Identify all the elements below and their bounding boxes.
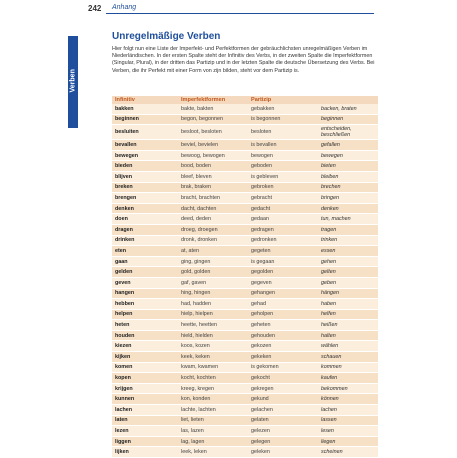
cell-translation: trinken — [318, 235, 378, 246]
cell-infinitiv: komen — [112, 362, 178, 373]
table-body — [112, 104, 378, 458]
cell-translation: lesen — [318, 426, 378, 437]
cell-partizip: is gebleven — [248, 171, 318, 182]
cell-partizip: geboden — [248, 161, 318, 172]
cell-partizip: gebakken — [248, 104, 318, 114]
table-row — [112, 182, 378, 193]
cell-partizip: gedaan — [248, 214, 318, 225]
table-row — [112, 203, 378, 214]
cell-partizip: gelaten — [248, 415, 318, 426]
cell-partizip: gelegen — [248, 436, 318, 447]
cell-infinitiv: lezen — [112, 426, 178, 437]
cell-translation: wählen — [318, 341, 378, 352]
cell-imperfekt: begon, begonnen — [178, 114, 248, 125]
cell-partizip: gegolden — [248, 267, 318, 278]
table-row — [112, 193, 378, 204]
cell-translation: geben — [318, 277, 378, 288]
cell-translation: gehen — [318, 256, 378, 267]
cell-infinitiv: denken — [112, 203, 178, 214]
cell-infinitiv: geven — [112, 277, 178, 288]
cell-imperfekt: bewoog, bewogen — [178, 150, 248, 161]
cell-translation: bekommen — [318, 383, 378, 394]
cell-infinitiv: krijgen — [112, 383, 178, 394]
cell-infinitiv: drinken — [112, 235, 178, 246]
cell-partizip: is gegaan — [248, 256, 318, 267]
cell-imperfekt: bleef, bleven — [178, 171, 248, 182]
table-row — [112, 383, 378, 394]
cell-imperfekt: keek, keken — [178, 352, 248, 363]
cell-imperfekt: heette, heetten — [178, 320, 248, 331]
cell-translation: heißen — [318, 320, 378, 331]
cell-translation: bringen — [318, 193, 378, 204]
cell-infinitiv: bevallen — [112, 140, 178, 151]
cell-imperfekt: kwam, kwamen — [178, 362, 248, 373]
cell-imperfekt: hield, hielden — [178, 330, 248, 341]
section-tag: Anhang — [112, 4, 137, 11]
cell-imperfekt: kocht, kochten — [178, 373, 248, 384]
cell-translation: liegen — [318, 436, 378, 447]
cell-partizip: gehad — [248, 299, 318, 310]
cell-imperfekt: dronk, dronken — [178, 235, 248, 246]
cell-infinitiv: dragen — [112, 224, 178, 235]
table-row — [112, 341, 378, 352]
cell-infinitiv: bieden — [112, 161, 178, 172]
header-rule — [106, 13, 374, 14]
cell-infinitiv: doen — [112, 214, 178, 225]
cell-partizip: gelachen — [248, 405, 318, 416]
table-header-row — [112, 96, 378, 104]
cell-translation: backen, braten — [318, 104, 378, 114]
table-row — [112, 235, 378, 246]
cell-partizip: is bevallen — [248, 140, 318, 151]
cell-translation: lachen — [318, 405, 378, 416]
cell-infinitiv: bakken — [112, 104, 178, 114]
cell-infinitiv: brengen — [112, 193, 178, 204]
cell-partizip: gelezen — [248, 426, 318, 437]
cell-imperfekt: bood, boden — [178, 161, 248, 172]
cell-imperfekt: bracht, brachten — [178, 193, 248, 204]
cell-infinitiv: breken — [112, 182, 178, 193]
cell-imperfekt: at, aten — [178, 246, 248, 257]
table-row — [112, 330, 378, 341]
cell-partizip: gedragen — [248, 224, 318, 235]
table-row — [112, 447, 378, 458]
cell-partizip: gekeken — [248, 352, 318, 363]
cell-infinitiv: liggen — [112, 436, 178, 447]
cell-infinitiv: houden — [112, 330, 178, 341]
table-row — [112, 415, 378, 426]
cell-infinitiv: kiezen — [112, 341, 178, 352]
cell-translation: gelten — [318, 267, 378, 278]
table-row — [112, 214, 378, 225]
table-row — [112, 171, 378, 182]
cell-infinitiv: helpen — [112, 309, 178, 320]
table-row — [112, 246, 378, 257]
cell-infinitiv: beginnen — [112, 114, 178, 125]
cell-translation: lassen — [318, 415, 378, 426]
header-partizip: Partizip — [248, 96, 318, 104]
cell-translation: beginnen — [318, 114, 378, 125]
table-row — [112, 125, 378, 140]
verb-table — [112, 96, 378, 458]
cell-imperfekt: deed, deden — [178, 214, 248, 225]
cell-translation: kommen — [318, 362, 378, 373]
cell-partizip: bewogen — [248, 150, 318, 161]
cell-partizip: besloten — [248, 125, 318, 140]
header-translation — [318, 96, 378, 104]
cell-partizip: gekregen — [248, 383, 318, 394]
intro-paragraph: Hier folgt nun eine Liste der Imperfekt- und Perfektformen der gebräuchlichsten unregelmäßigen Verben im Niederländischen. In der ersten Spalte steht der Infinitiv des Verbs, in der zweiten Spalte die Imperfektformen (Singular, Plural), in der dritten das Partizip und in der letzten Spalte die deutsche Übersetzung des Verbs. Bei Verben, die ihr Perfekt mit einer Form von zijn bilden, steht vor dem Partizip is. — [112, 46, 375, 74]
cell-imperfekt: hing, hingen — [178, 288, 248, 299]
cell-imperfekt: leek, leken — [178, 447, 248, 458]
cell-imperfekt: brak, braken — [178, 182, 248, 193]
cell-partizip: gekozen — [248, 341, 318, 352]
cell-imperfekt: kreeg, kregen — [178, 383, 248, 394]
cell-imperfekt: gaf, gaven — [178, 277, 248, 288]
cell-partizip: gekocht — [248, 373, 318, 384]
cell-infinitiv: kunnen — [112, 394, 178, 405]
cell-imperfekt: beviel, bevielen — [178, 140, 248, 151]
cell-infinitiv: gelden — [112, 267, 178, 278]
table-row — [112, 373, 378, 384]
cell-partizip: gehouden — [248, 330, 318, 341]
table-row — [112, 114, 378, 125]
table-row — [112, 256, 378, 267]
cell-partizip: geholpen — [248, 309, 318, 320]
cell-imperfekt: had, hadden — [178, 299, 248, 310]
cell-imperfekt: ging, gingen — [178, 256, 248, 267]
cell-infinitiv: gaan — [112, 256, 178, 267]
table-row — [112, 309, 378, 320]
table-row — [112, 426, 378, 437]
cell-partizip: gedacht — [248, 203, 318, 214]
cell-translation: tun, machen — [318, 214, 378, 225]
cell-imperfekt: hielp, hielpen — [178, 309, 248, 320]
cell-partizip: geheten — [248, 320, 318, 331]
cell-imperfekt: dacht, dachten — [178, 203, 248, 214]
cell-translation: haben — [318, 299, 378, 310]
cell-partizip: gebracht — [248, 193, 318, 204]
cell-imperfekt: droeg, droegen — [178, 224, 248, 235]
cell-partizip: gehangen — [248, 288, 318, 299]
cell-translation: können — [318, 394, 378, 405]
cell-infinitiv: lijken — [112, 447, 178, 458]
cell-partizip: gegeten — [248, 246, 318, 257]
cell-infinitiv: laten — [112, 415, 178, 426]
cell-translation: tragen — [318, 224, 378, 235]
cell-infinitiv: kijken — [112, 352, 178, 363]
cell-translation: kaufen — [318, 373, 378, 384]
cell-translation: bieten — [318, 161, 378, 172]
header-infinitiv: Infinitiv — [112, 96, 178, 104]
cell-infinitiv: lachen — [112, 405, 178, 416]
cell-translation: denken — [318, 203, 378, 214]
table-row — [112, 394, 378, 405]
cell-imperfekt: kon, konden — [178, 394, 248, 405]
cell-translation: bleiben — [318, 171, 378, 182]
table-row — [112, 352, 378, 363]
cell-infinitiv: hebben — [112, 299, 178, 310]
cell-imperfekt: bakte, bakten — [178, 104, 248, 114]
page-number: 242 — [88, 4, 102, 13]
cell-infinitiv: kopen — [112, 373, 178, 384]
cell-infinitiv: eten — [112, 246, 178, 257]
cell-partizip: gebroken — [248, 182, 318, 193]
table-row — [112, 288, 378, 299]
cell-partizip: gedronken — [248, 235, 318, 246]
cell-imperfekt: gold, golden — [178, 267, 248, 278]
cell-imperfekt: lag, lagen — [178, 436, 248, 447]
table-row — [112, 224, 378, 235]
cell-imperfekt: koos, kozen — [178, 341, 248, 352]
table-row — [112, 150, 378, 161]
table-row — [112, 277, 378, 288]
table-row — [112, 104, 378, 114]
table-row — [112, 161, 378, 172]
cell-translation: halten — [318, 330, 378, 341]
cell-translation: bewegen — [318, 150, 378, 161]
cell-imperfekt: lachte, lachten — [178, 405, 248, 416]
cell-imperfekt: besloot, besloten — [178, 125, 248, 140]
cell-partizip: is begonnen — [248, 114, 318, 125]
table-row — [112, 405, 378, 416]
cell-translation: entscheiden, beschließen — [318, 125, 378, 140]
cell-translation: gefallen — [318, 140, 378, 151]
cell-translation: hängen — [318, 288, 378, 299]
table-row — [112, 362, 378, 373]
cell-infinitiv: heten — [112, 320, 178, 331]
cell-infinitiv: bewegen — [112, 150, 178, 161]
cell-translation: helfen — [318, 309, 378, 320]
cell-partizip: geleken — [248, 447, 318, 458]
table-row — [112, 140, 378, 151]
cell-infinitiv: hangen — [112, 288, 178, 299]
cell-partizip: gegeven — [248, 277, 318, 288]
table-row — [112, 436, 378, 447]
side-tab-label: Verben — [69, 69, 77, 93]
cell-translation: essen — [318, 246, 378, 257]
cell-infinitiv: besluiten — [112, 125, 178, 140]
cell-translation: scheinen — [318, 447, 378, 458]
table-row — [112, 267, 378, 278]
cell-partizip: is gekomen — [248, 362, 318, 373]
cell-imperfekt: liet, lieten — [178, 415, 248, 426]
table-row — [112, 299, 378, 310]
page-title: Unregelmäßige Verben — [112, 31, 221, 42]
cell-translation: brechen — [318, 182, 378, 193]
table-row — [112, 320, 378, 331]
header-imperfekt: Imperfektformen — [178, 96, 248, 104]
cell-infinitiv: blijven — [112, 171, 178, 182]
cell-imperfekt: las, lazen — [178, 426, 248, 437]
cell-translation: schauen — [318, 352, 378, 363]
cell-partizip: gekund — [248, 394, 318, 405]
